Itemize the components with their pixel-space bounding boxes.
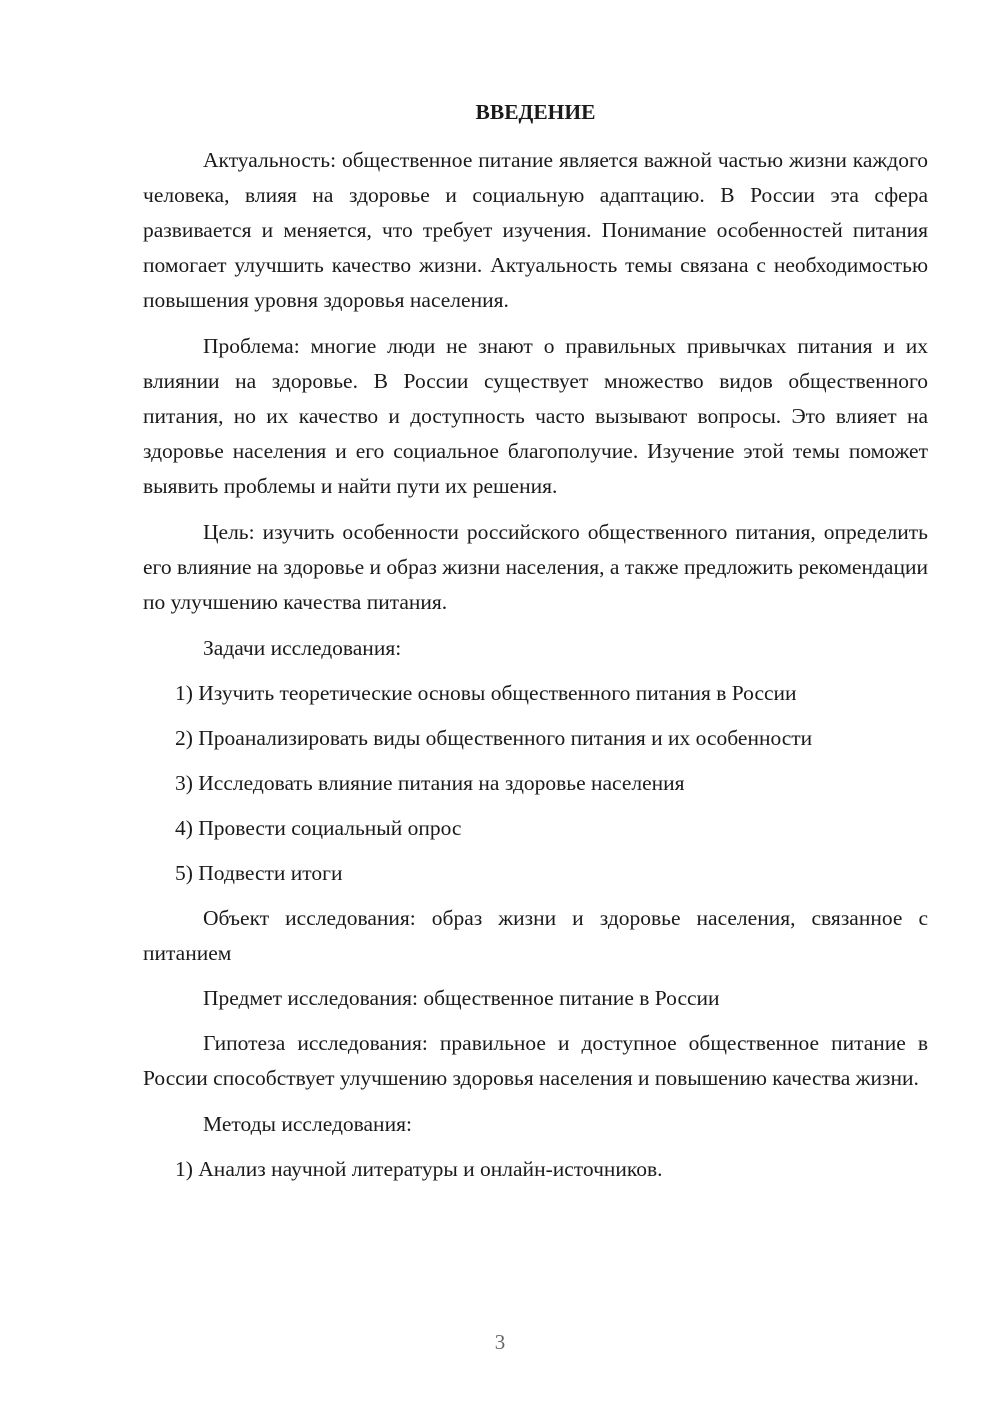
document-title: ВВЕДЕНИЕ	[475, 100, 596, 124]
methods-heading: Методы исследования:	[203, 1112, 412, 1136]
method-item-1: 1) Анализ научной литературы и онлайн-источников.	[175, 1157, 663, 1181]
subject-paragraph: Предмет исследования: общественное питание в России	[203, 986, 720, 1010]
task-item-2: 2) Проанализировать виды общественного питания и их особенности	[175, 726, 813, 750]
tasks-heading: Задачи исследования:	[203, 636, 402, 660]
task-item-5: 5) Подвести итоги	[175, 861, 343, 885]
task-item-3: 3) Исследовать влияние питания на здоровье населения	[175, 771, 685, 795]
task-item-1: 1) Изучить теоретические основы общественного питания в России	[175, 681, 797, 705]
object-paragraph: Объект исследования: образ жизни и здоровье населения, связанное с питанием	[143, 906, 928, 965]
task-item-4: 4) Провести социальный опрос	[175, 816, 462, 840]
page-number: 3	[494, 1330, 506, 1354]
goal-paragraph: Цель: изучить особенности российского общественного питания, определить его влияние на здоровье и образ жизни населения, а также предложить рекомендации по улучшению качества питания.	[143, 520, 928, 614]
relevance-paragraph: Актуальность: общественное питание является важной частью жизни каждого человека, влияя на здоровье и социальную адаптацию. В России эта сфера развивается и меняется, что требует изучения. Понимание особенностей питания помогает улучшить качество жизни. Актуальность темы связана с необходимостью повышения уровня здоровья населения.	[143, 148, 928, 312]
problem-paragraph: Проблема: многие люди не знают о правильных привычках питания и их влиянии на здоровье. В России существует множество видов общественного питания, но их качество и доступность часто вызывают вопросы. Это влияет на здоровье населения и его социальное благополучие. Изучение этой темы поможет выявить проблемы и найти пути их решения.	[143, 334, 928, 498]
document-page	[143, 95, 928, 1197]
hypothesis-paragraph: Гипотеза исследования: правильное и доступное общественное питание в России способствует улучшению здоровья населения и повышению качества жизни.	[143, 1031, 928, 1090]
